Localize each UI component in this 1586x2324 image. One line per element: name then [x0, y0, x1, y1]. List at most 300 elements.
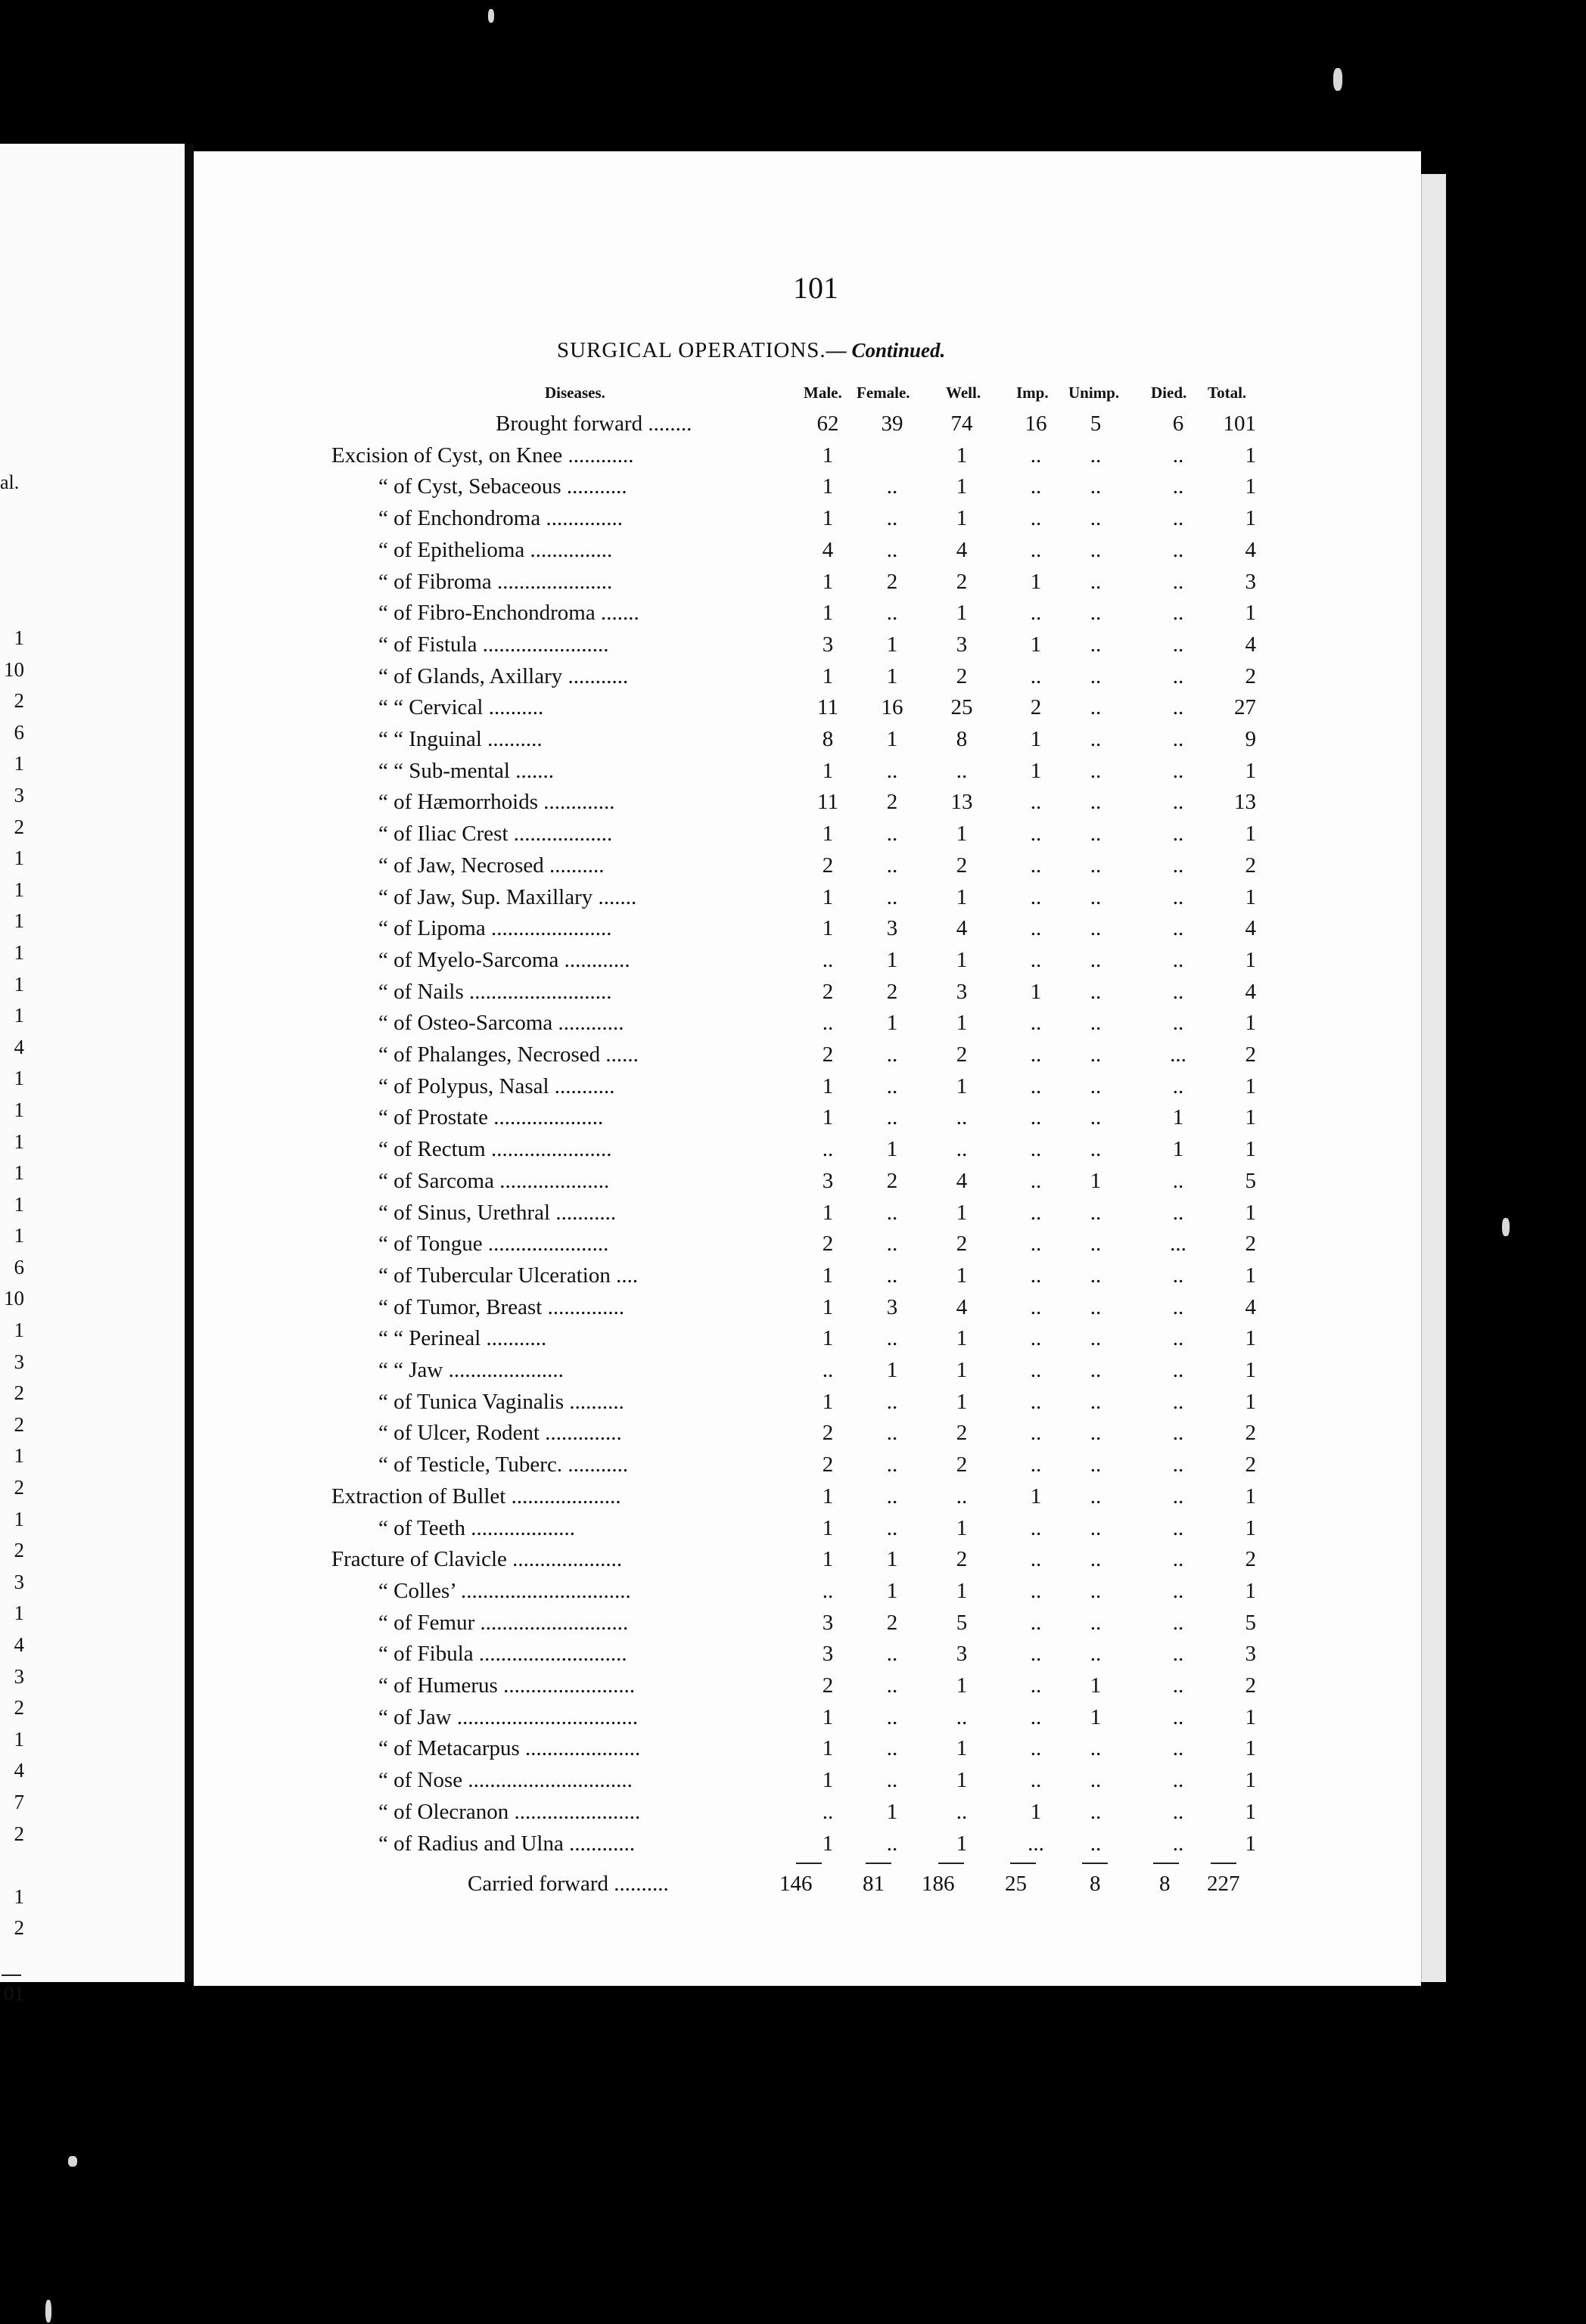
cell-total: 4	[1245, 632, 1256, 657]
cell-well: 2	[956, 663, 968, 688]
cell-unimp: ..	[1090, 1515, 1102, 1540]
cell-unimp: ..	[1090, 1610, 1102, 1635]
row-label: “ of Fistula .......................	[378, 632, 609, 657]
table-row	[0, 503, 1286, 535]
cell-died: ..	[1172, 1421, 1184, 1446]
cell-female: ..	[886, 853, 898, 878]
cell-female: ..	[886, 758, 898, 783]
cell-died: ..	[1172, 1452, 1184, 1477]
table-row	[0, 1039, 1286, 1071]
cell-died: ..	[1172, 443, 1184, 468]
cell-unimp: ..	[1090, 916, 1102, 941]
table-row	[0, 567, 1286, 598]
cell-died: ...	[1170, 1232, 1186, 1257]
cell-total: 1	[1245, 1358, 1256, 1382]
facing-page-number: 3	[14, 1350, 24, 1373]
cell-died: ..	[1172, 632, 1184, 657]
cell-unimp: ..	[1090, 853, 1102, 878]
facing-page-number: 10	[4, 657, 24, 681]
cell-total: 1	[1245, 1200, 1256, 1225]
table-row	[0, 819, 1286, 850]
facing-page-number: 3	[14, 783, 24, 806]
facing-page-number: 1	[14, 752, 24, 775]
cell-imp: ..	[1030, 537, 1042, 562]
table-row	[0, 977, 1286, 1008]
cell-total: 4	[1245, 916, 1256, 941]
cell-unimp: ..	[1090, 1105, 1102, 1130]
cell-imp: ..	[1030, 1358, 1042, 1382]
cell-female: 1	[886, 1011, 898, 1036]
row-label: “ of Hæmorrhoids .............	[378, 790, 615, 815]
cell-died: 1	[1172, 1105, 1184, 1130]
cell-total: 5	[1245, 1168, 1256, 1193]
cell-unimp: ..	[1090, 1421, 1102, 1446]
cell-imp: ..	[1030, 790, 1042, 815]
facing-page-number: 1	[14, 626, 24, 649]
cell-female: ..	[886, 601, 898, 626]
facing-page-number: 1	[14, 972, 24, 996]
cell-imp: ..	[1030, 1452, 1042, 1477]
cell-unimp: ..	[1090, 884, 1102, 909]
row-label: “ of Femur ...........................	[378, 1610, 629, 1635]
cell-female: 1	[886, 1137, 898, 1162]
row-label: “ of Fibroma .....................	[378, 569, 613, 594]
table-row	[0, 598, 1286, 629]
header-imp: Imp.	[1016, 384, 1049, 402]
cell-well: 3	[956, 979, 968, 1004]
cell-imp: ..	[1030, 1673, 1042, 1698]
cell-imp: ..	[1030, 1736, 1042, 1761]
page-number: 101	[793, 271, 838, 305]
cell-total: 1	[1245, 1799, 1256, 1824]
header-diseases: Diseases.	[545, 384, 605, 402]
cell-unimp: ..	[1090, 1042, 1102, 1067]
title-suffix: — Continued.	[826, 339, 946, 362]
cell-female: ..	[886, 1073, 898, 1098]
table-row	[0, 535, 1286, 567]
facing-page-number: 2	[14, 1412, 24, 1436]
cell-well: ..	[956, 1105, 968, 1130]
cell-female: ..	[886, 1768, 898, 1793]
cell-well: 25	[950, 695, 973, 720]
table-row	[0, 1418, 1286, 1449]
row-label: “ “ Jaw .....................	[378, 1358, 564, 1382]
table-row	[0, 1702, 1286, 1734]
cell-female: 1	[886, 1799, 898, 1824]
cell-male: 3	[822, 632, 834, 657]
cell-well: 5	[956, 1610, 968, 1635]
cell-male: 3	[822, 1610, 834, 1635]
row-label: “ of Lipoma ......................	[378, 916, 612, 941]
table-row	[0, 1229, 1286, 1260]
table-row	[0, 1765, 1286, 1797]
cell-female: ..	[886, 1232, 898, 1257]
header-total: Total.	[1208, 384, 1247, 402]
cell-male: 1	[822, 506, 834, 531]
row-label: “ of Metacarpus .....................	[378, 1736, 641, 1761]
cell-female: ..	[886, 1736, 898, 1761]
table-row	[0, 692, 1286, 724]
cell-total: 4	[1245, 537, 1256, 562]
cell-well: 1	[956, 1326, 968, 1351]
cell-total: 27	[1234, 695, 1256, 720]
facing-page-number: 1	[14, 940, 24, 964]
cell-female: 3	[886, 1294, 898, 1319]
film-speck	[1502, 1218, 1510, 1236]
facing-page-number: 1	[14, 1602, 24, 1625]
row-label: “ “ Sub-mental .......	[378, 758, 554, 783]
table-row	[0, 850, 1286, 882]
facing-page-number: 1	[14, 1444, 24, 1468]
row-label: “ of Jaw, Necrosed ..........	[378, 853, 605, 878]
cell-male: 1	[822, 822, 834, 847]
facing-page-number: 1	[14, 1507, 24, 1530]
cell-well: 2	[956, 1042, 968, 1067]
cell-total: 5	[1245, 1610, 1256, 1635]
cell-died: ..	[1172, 1294, 1184, 1319]
cell-died: ..	[1172, 1200, 1184, 1225]
cell-well: 1	[956, 443, 968, 468]
cell-female: ..	[886, 1452, 898, 1477]
table-row	[0, 1292, 1286, 1324]
cell-died: ..	[1172, 1389, 1184, 1414]
cell-unimp: ..	[1090, 979, 1102, 1004]
row-label: “ of Testicle, Tuberc. ...........	[378, 1452, 629, 1477]
row-label: “ of Sarcoma ....................	[378, 1168, 610, 1193]
row-label: “ of Nails ..........................	[378, 979, 612, 1004]
row-label: “ “ Perineal ...........	[378, 1326, 547, 1351]
cell-female: ..	[886, 884, 898, 909]
cell-total: 3	[1245, 569, 1256, 594]
cell-well: 74	[950, 412, 973, 436]
cell-total: 1	[1245, 1011, 1256, 1036]
cell-female: ..	[886, 1263, 898, 1288]
cell-imp: ..	[1030, 1389, 1042, 1414]
cell-imp: ..	[1030, 884, 1042, 909]
row-label: “ of Olecranon .......................	[378, 1799, 641, 1824]
rule-died	[1153, 1863, 1179, 1864]
cell-male: 1	[822, 1263, 834, 1288]
table-row	[0, 913, 1286, 945]
cell-imp: 1	[1030, 758, 1042, 783]
cell-total: 1	[1245, 1484, 1256, 1508]
cell-total: 9	[1245, 727, 1256, 751]
cell-imp: ..	[1030, 1421, 1042, 1446]
cell-total: 1	[1245, 1073, 1256, 1098]
cell-well: 1	[956, 947, 968, 972]
cell-male: ..	[822, 1358, 834, 1382]
cell-female: 2	[886, 569, 898, 594]
cell-died: ..	[1172, 474, 1184, 499]
cell-female: 2	[886, 979, 898, 1004]
cell-female: ..	[886, 1704, 898, 1729]
cell-unimp: 1	[1090, 1673, 1102, 1698]
cell-male: 1	[822, 663, 834, 688]
cell-died: ..	[1172, 758, 1184, 783]
cell-male: 2	[822, 1673, 834, 1698]
facing-page-number: 4	[14, 1633, 24, 1656]
facing-page-number: 10	[4, 1287, 24, 1310]
cell-female: 1	[886, 1578, 898, 1603]
facing-page-number: 2	[14, 1696, 24, 1720]
header-male: Male.	[804, 384, 842, 402]
cell-imp: ..	[1030, 1294, 1042, 1319]
cell-male: ..	[822, 1799, 834, 1824]
cell-imp: ..	[1030, 1704, 1042, 1729]
cell-well: 1	[956, 1831, 968, 1856]
facing-page-number: 6	[14, 1255, 24, 1279]
cell-unimp: ..	[1090, 1389, 1102, 1414]
table-row	[0, 1733, 1286, 1765]
cell-female: 1	[886, 947, 898, 972]
facing-page-number: 1	[14, 1004, 24, 1027]
row-label: “ of Ulcer, Rodent ..............	[378, 1421, 622, 1446]
cell-unimp: ..	[1090, 1831, 1102, 1856]
cell-male: 1	[822, 1547, 834, 1572]
row-label: “ of Jaw .................................	[378, 1704, 639, 1729]
cell-male: 4	[822, 537, 834, 562]
row-label: “ of Teeth ...................	[378, 1515, 575, 1540]
table-row	[0, 724, 1286, 756]
cell-male: 1	[822, 1389, 834, 1414]
cell-died: ..	[1172, 1831, 1184, 1856]
header-unimp: Unimp.	[1068, 384, 1120, 402]
cell-male: 2	[822, 979, 834, 1004]
facing-page-number: 1	[14, 1192, 24, 1216]
cell-imp: ..	[1030, 1515, 1042, 1540]
cell-female: 1	[886, 632, 898, 657]
table-row	[0, 756, 1286, 788]
rule-male	[796, 1863, 822, 1864]
totals-unimp: 8	[1090, 1872, 1101, 1896]
facing-page-number: 4	[14, 1759, 24, 1782]
cell-male: 1	[822, 1736, 834, 1761]
cell-unimp: ..	[1090, 569, 1102, 594]
cell-died: ..	[1172, 1358, 1184, 1382]
row-label: “ of Tongue ......................	[378, 1232, 609, 1257]
cell-imp: ..	[1030, 1137, 1042, 1162]
cell-unimp: ..	[1090, 1073, 1102, 1098]
row-label: “ of Prostate ....................	[378, 1105, 604, 1130]
table-row	[0, 882, 1286, 914]
cell-unimp: ..	[1090, 758, 1102, 783]
cell-unimp: ..	[1090, 1137, 1102, 1162]
cell-total: 2	[1245, 1042, 1256, 1067]
cell-total: 1	[1245, 474, 1256, 499]
cell-total: 2	[1245, 1232, 1256, 1257]
cell-female: 1	[886, 1358, 898, 1382]
table-row	[0, 1387, 1286, 1418]
cell-well: 1	[956, 1263, 968, 1288]
cell-male: 11	[817, 790, 838, 815]
cell-unimp: 1	[1090, 1168, 1102, 1193]
cell-male: ..	[822, 1578, 834, 1603]
table-row	[0, 1071, 1286, 1103]
facing-page-number: 1	[14, 1319, 24, 1342]
cell-female: ..	[886, 1484, 898, 1508]
cell-male: 1	[822, 1704, 834, 1729]
row-label: “ of Humerus ........................	[378, 1673, 636, 1698]
row-label: “ Colles’ ...............................	[378, 1578, 631, 1603]
cell-well: 13	[950, 790, 973, 815]
page-title	[557, 338, 945, 363]
cell-male: 3	[822, 1168, 834, 1193]
film-speck	[488, 9, 494, 23]
cell-male: 1	[822, 1768, 834, 1793]
cell-died: ..	[1172, 916, 1184, 941]
totals-total: 227	[1207, 1872, 1240, 1896]
cell-died: ..	[1172, 979, 1184, 1004]
table-row	[0, 1260, 1286, 1292]
cell-total: 2	[1245, 663, 1256, 688]
row-label: “ of Polypus, Nasal ...........	[378, 1073, 615, 1098]
cell-well: 1	[956, 506, 968, 531]
cell-died: ..	[1172, 1547, 1184, 1572]
cell-imp: ..	[1030, 1326, 1042, 1351]
cell-total: 13	[1234, 790, 1256, 815]
cell-unimp: ..	[1090, 1326, 1102, 1351]
row-label: “ of Osteo-Sarcoma ............	[378, 1011, 624, 1036]
cell-well: 1	[956, 1768, 968, 1793]
header-female: Female.	[857, 384, 910, 402]
cell-died: ..	[1172, 1484, 1184, 1508]
cell-died: ..	[1172, 1673, 1184, 1698]
totals-label: Carried forward ..........	[468, 1872, 669, 1896]
cell-total: 1	[1245, 758, 1256, 783]
cell-imp: 2	[1030, 695, 1042, 720]
facing-page-number: 2	[14, 1822, 24, 1845]
row-label: “ of Epithelioma ...............	[378, 537, 613, 562]
cell-imp: ..	[1030, 1578, 1042, 1603]
cell-well: 1	[956, 601, 968, 626]
cell-male: 2	[822, 1452, 834, 1477]
cell-male: 1	[822, 1105, 834, 1130]
cell-imp: 1	[1030, 1799, 1042, 1824]
table-row	[0, 440, 1286, 472]
cell-total: 1	[1245, 1326, 1256, 1351]
title-text: SURGICAL OPERATIONS.	[557, 338, 826, 362]
cell-female: 2	[886, 1610, 898, 1635]
cell-well: 4	[956, 537, 968, 562]
cell-died: ..	[1172, 884, 1184, 909]
table-row	[0, 945, 1286, 977]
facing-page-number: 1	[14, 1727, 24, 1751]
facing-page-number: 1	[14, 1067, 24, 1090]
cell-imp: 1	[1030, 979, 1042, 1004]
facing-page-number: 2	[14, 1539, 24, 1562]
totals-imp: 25	[1005, 1872, 1027, 1896]
cell-well: 4	[956, 1168, 968, 1193]
cell-total: 1	[1245, 443, 1256, 468]
cell-well: 1	[956, 1578, 968, 1603]
cell-unimp: 5	[1090, 412, 1102, 436]
cell-male: ..	[822, 1137, 834, 1162]
table-row	[0, 1134, 1286, 1166]
row-label: “ of Tunica Vaginalis ..........	[378, 1389, 624, 1414]
cell-imp: ..	[1030, 474, 1042, 499]
cell-female: ..	[886, 1642, 898, 1667]
cell-unimp: ..	[1090, 1642, 1102, 1667]
cell-imp: ..	[1030, 822, 1042, 847]
totals-well: 186	[922, 1872, 955, 1896]
cell-total: 2	[1245, 1673, 1256, 1698]
table-row	[0, 1355, 1286, 1387]
cell-unimp: ..	[1090, 474, 1102, 499]
rule-female	[866, 1863, 891, 1864]
cell-unimp: ..	[1090, 506, 1102, 531]
row-label: Extraction of Bullet ....................	[331, 1484, 621, 1508]
cell-total: 2	[1245, 853, 1256, 878]
cell-imp: ..	[1030, 1263, 1042, 1288]
cell-died: 6	[1172, 412, 1184, 436]
facing-page-number: 1	[14, 847, 24, 870]
cell-unimp: ..	[1090, 1358, 1102, 1382]
cell-male: 1	[822, 474, 834, 499]
cell-imp: 1	[1030, 569, 1042, 594]
cell-died: ..	[1172, 569, 1184, 594]
cell-died: ..	[1172, 506, 1184, 531]
cell-male: 1	[822, 569, 834, 594]
cell-female: 2	[886, 790, 898, 815]
cell-died: ..	[1172, 1642, 1184, 1667]
table-row	[0, 1576, 1286, 1608]
cell-died: ..	[1172, 537, 1184, 562]
facing-page-number: 1	[14, 878, 24, 901]
cell-died: ..	[1172, 1799, 1184, 1824]
row-label: Fracture of Clavicle ....................	[331, 1547, 623, 1572]
rule-total	[1211, 1863, 1236, 1864]
cell-total: 1	[1245, 1736, 1256, 1761]
row-label: “ “ Inguinal ..........	[378, 727, 543, 751]
row-label: “ of Glands, Axillary ...........	[378, 663, 629, 688]
row-label: “ of Fibro-Enchondroma .......	[378, 601, 639, 626]
cell-female: ..	[886, 822, 898, 847]
cell-unimp: ..	[1090, 695, 1102, 720]
cell-unimp: ..	[1090, 790, 1102, 815]
rule-well	[938, 1863, 964, 1864]
table-row	[0, 1008, 1286, 1039]
cell-total: 2	[1245, 1547, 1256, 1572]
cell-total: 1	[1245, 1137, 1256, 1162]
cell-total: 3	[1245, 1642, 1256, 1667]
cell-imp: ..	[1030, 1011, 1042, 1036]
cell-imp: ...	[1028, 1831, 1044, 1856]
cell-imp: ..	[1030, 1042, 1042, 1067]
facing-page-number: 1	[14, 1098, 24, 1121]
cell-well: ..	[956, 1799, 968, 1824]
cell-imp: ..	[1030, 1610, 1042, 1635]
cell-male: 1	[822, 758, 834, 783]
cell-died: ..	[1172, 1610, 1184, 1635]
cell-well: 2	[956, 1232, 968, 1257]
cell-died: ..	[1172, 695, 1184, 720]
cell-imp: ..	[1030, 443, 1042, 468]
cell-well: 2	[956, 1547, 968, 1572]
cell-imp: ..	[1030, 853, 1042, 878]
cell-male: ..	[822, 947, 834, 972]
cell-total: 1	[1245, 1768, 1256, 1793]
cell-unimp: ..	[1090, 663, 1102, 688]
cell-well: 2	[956, 1452, 968, 1477]
cell-male: 1	[822, 443, 834, 468]
totals-female: 81	[863, 1872, 885, 1896]
row-label: “ of Jaw, Sup. Maxillary .......	[378, 884, 637, 909]
cell-female: ..	[886, 1515, 898, 1540]
cell-well: 1	[956, 822, 968, 847]
facing-page-number: 7	[14, 1790, 24, 1813]
cell-well: 4	[956, 916, 968, 941]
cell-female: ..	[886, 1673, 898, 1698]
